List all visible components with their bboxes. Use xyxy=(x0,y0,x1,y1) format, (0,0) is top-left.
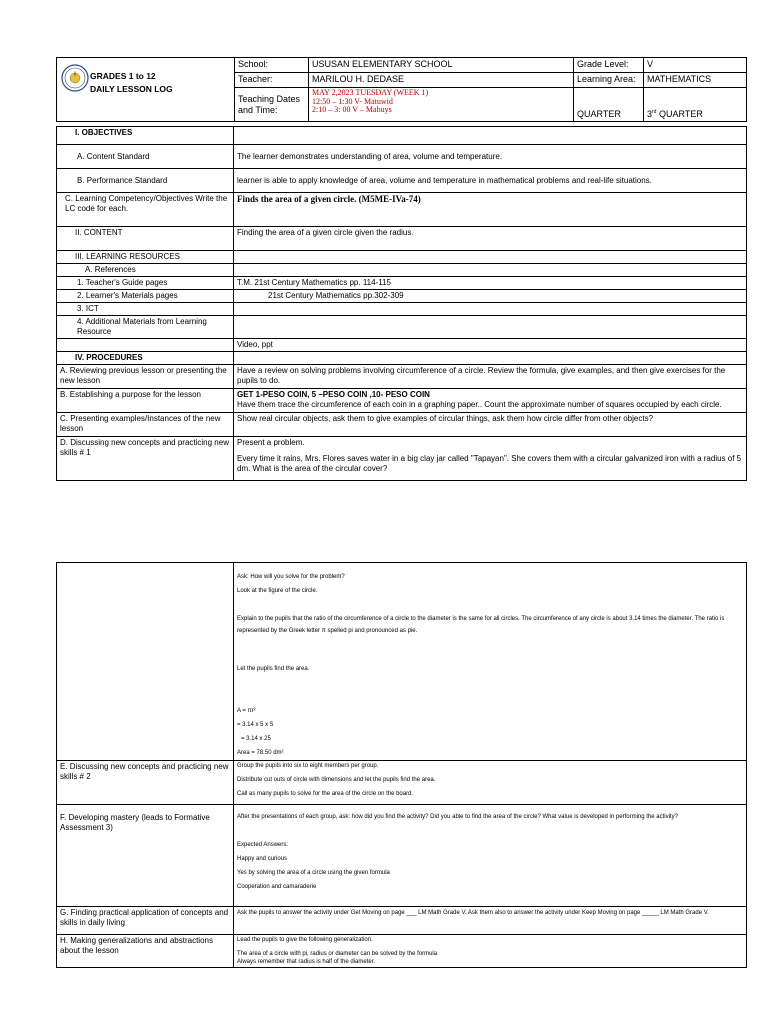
learners-materials-value: 21st Century Mathematics pp.302-309 xyxy=(234,290,747,303)
dates-line1: MAY 2,2023 TUESDAY (WEEK 1) xyxy=(312,88,429,97)
learning-area-label: Learning Area: xyxy=(574,73,644,88)
proc-f-line1: After the presentations of each group, ask: how did you find the activity? Did you able to find the area of the circle? What value is developed in performing the activity? xyxy=(237,814,678,820)
formula-line4: Area = 78.50 dm² xyxy=(237,750,284,756)
proc-b-line1: GET 1-PESO COIN, 5 –PESO COIN ,10- PESO COIN xyxy=(237,390,430,399)
proc-a-label: A. Reviewing previous lesson or presenting the new lesson xyxy=(57,365,234,389)
proc-d-label: D. Discussing new concepts and practicing new skills # 1 xyxy=(57,437,234,481)
proc-g-label: G. Finding practical application of concepts and skills in daily living xyxy=(57,907,234,935)
additional-materials-blank xyxy=(234,316,747,339)
proc-h-line1: Lead the pupils to give the following generalization. xyxy=(237,937,373,943)
content-value: Finding the area of a given circle given the radius. xyxy=(234,227,747,251)
proc-h-value xyxy=(234,935,747,968)
quarter-suffix: rd xyxy=(652,109,657,115)
proc-f-label: F. Developing mastery (leads to Formative Assessment 3) xyxy=(57,805,234,907)
doc-title-line1: GRADES 1 to 12 xyxy=(90,71,156,81)
header-table xyxy=(56,57,747,122)
deped-seal-icon xyxy=(61,64,89,92)
learners-materials-label: 2. Learner's Materials pages xyxy=(57,290,234,303)
p2-let-find: Let the pupils find the area. xyxy=(237,666,310,672)
competency-value: Finds the area of a given circle. (M5ME-IVa-74) xyxy=(234,193,747,227)
formula-line3: = 3.14 x 25 xyxy=(241,736,271,742)
p2-look: Look at the figure of the circle. xyxy=(237,588,318,594)
learning-area-value: MATHEMATICS xyxy=(644,73,747,88)
proc-c-value: Show real circular objects, ask them to give examples of circular things, ask them how circle differ from other objects? xyxy=(234,413,747,437)
procedures-blank xyxy=(234,352,747,365)
proc-g-value: Ask the pupils to answer the activity under Get Moving on page ___ LM Math Grade V. Ask them also to answer the activity under Keep Moving on page _____ LM Math Grade V. xyxy=(234,907,747,935)
teacher-value: MARILOU H. DEDASE xyxy=(309,73,574,88)
proc-f-line2: Expected Answers: xyxy=(237,842,289,848)
proc-a-value: Have a review on solving problems involving circumference of a circle. Review the formula, give examples, and then give exercises for the pupils to do. xyxy=(234,365,747,389)
video-row-blank xyxy=(57,339,234,352)
proc-f-line5: Cooperation and camaraderie xyxy=(237,884,317,890)
p2-explain: Explain to the pupils that the ratio of the circumference of a circle to the diameter is the same for all circles. The circumference of any circle is about 3.14 times the diameter. The ratio is represented by the Greek letter π spelled pi and pronounced as pie. xyxy=(237,616,725,634)
proc-d-value xyxy=(234,437,747,481)
proc-b-line2: Have them trace the circumference of each coin in a graphing paper.. Count the approximate number of squares occupied by each circle. xyxy=(237,400,722,409)
quarter-word: QUARTER xyxy=(658,109,703,119)
proc-h-line2: The area of a circle with pi, radius or diameter can be solved by the formula xyxy=(237,951,438,957)
resources-blank xyxy=(234,251,747,264)
teachers-guide-label: 1. Teacher's Guide pages xyxy=(57,277,234,290)
content-standard-label: A. Content Standard xyxy=(57,145,234,169)
objectives-heading: I. OBJECTIVES xyxy=(57,127,234,145)
proc-b-value xyxy=(234,389,747,413)
doc-title-line2: DAILY LESSON LOG xyxy=(90,84,173,94)
proc-e-label: E. Discussing new concepts and practicing new skills # 2 xyxy=(57,761,234,805)
formula-line2: = 3.14 x 5 x 5 xyxy=(237,722,274,728)
proc-h-label: H. Making generalizations and abstractions about the lesson xyxy=(57,935,234,968)
ict-label: 3. ICT xyxy=(57,303,234,316)
grade-value: V xyxy=(644,58,747,73)
proc-c-label: C. Presenting examples/Instances of the new lesson xyxy=(57,413,234,437)
school-label: School: xyxy=(235,58,309,73)
logo-cell xyxy=(57,58,235,122)
school-value: USUSAN ELEMENTARY SCHOOL xyxy=(309,58,574,73)
p2-discussion-cell xyxy=(234,563,747,761)
references-blank xyxy=(234,264,747,277)
quarter-number: 3 xyxy=(647,109,653,119)
references-label: A. References xyxy=(57,264,234,277)
additional-materials-label: 4. Additional Materials from Learning Resource xyxy=(57,316,234,339)
dates-line3: 2:10 – 3: 00 V – Mabuys xyxy=(312,105,392,114)
procedures-heading: IV. PROCEDURES xyxy=(57,352,234,365)
objectives-blank xyxy=(234,127,747,145)
quarter-value xyxy=(644,88,747,122)
video-value: Video, ppt xyxy=(234,339,747,352)
content-label: II. CONTENT xyxy=(57,227,234,251)
performance-standard-value: learner is able to apply knowledge of area, volume and temperature in mathematical problems and real-life situations. xyxy=(234,169,747,193)
proc-f-line3: Happy and curious xyxy=(237,856,288,862)
competency-label: C. Learning Competency/Objectives Write the LC code for each. xyxy=(57,193,234,227)
proc-f-line4: Yes by solving the area of a circle using the given formula xyxy=(237,870,390,876)
performance-standard-label: B. Performance Standard xyxy=(57,169,234,193)
teaching-dates-label: Teaching Dates and Time: xyxy=(235,88,309,122)
lesson-table xyxy=(56,126,747,481)
lesson-table-page2 xyxy=(56,562,747,968)
p2-blank-label xyxy=(57,563,234,761)
resources-label: III. LEARNING RESOURCES xyxy=(57,251,234,264)
proc-e-value xyxy=(234,761,747,805)
proc-e-line2: Distribute cut outs of circle with dimensions and let the pupils find the area. xyxy=(237,777,436,783)
proc-b-label: B. Establishing a purpose for the lesson xyxy=(57,389,234,413)
proc-e-line3: Call as many pupils to solve for the area of the circle on the board. xyxy=(237,791,414,797)
proc-h-line3: Always remember that radius is half of the diameter. xyxy=(237,959,376,965)
ict-blank xyxy=(234,303,747,316)
grade-label: Grade Level: xyxy=(574,58,644,73)
formula-line1: A = πr² xyxy=(237,708,256,714)
dates-line2: 12:50 – 1:30 V- Matuwid xyxy=(312,96,393,106)
p2-ask: Ask: How will you solve for the problem? xyxy=(237,574,345,580)
proc-d-line2: Every time it rains, Mrs. Flores saves water in a big clay jar called "Tapayan". She covers them with a circular galvanized iron with a radius of 5 dm. What is the area of the circular cover? xyxy=(237,454,742,473)
content-standard-value: The learner demonstrates understanding of area, volume and temperature. xyxy=(234,145,747,169)
teachers-guide-value: T.M. 21st Century Mathematics pp. 114-115 xyxy=(234,277,747,290)
proc-e-line1: Group the pupils into six to eight members per group. xyxy=(237,763,379,769)
proc-d-line1: Present a problem. xyxy=(237,438,305,447)
quarter-label: QUARTER xyxy=(574,88,644,122)
teacher-label: Teacher: xyxy=(235,73,309,88)
proc-f-value xyxy=(234,805,747,907)
teaching-dates-value xyxy=(309,88,574,122)
